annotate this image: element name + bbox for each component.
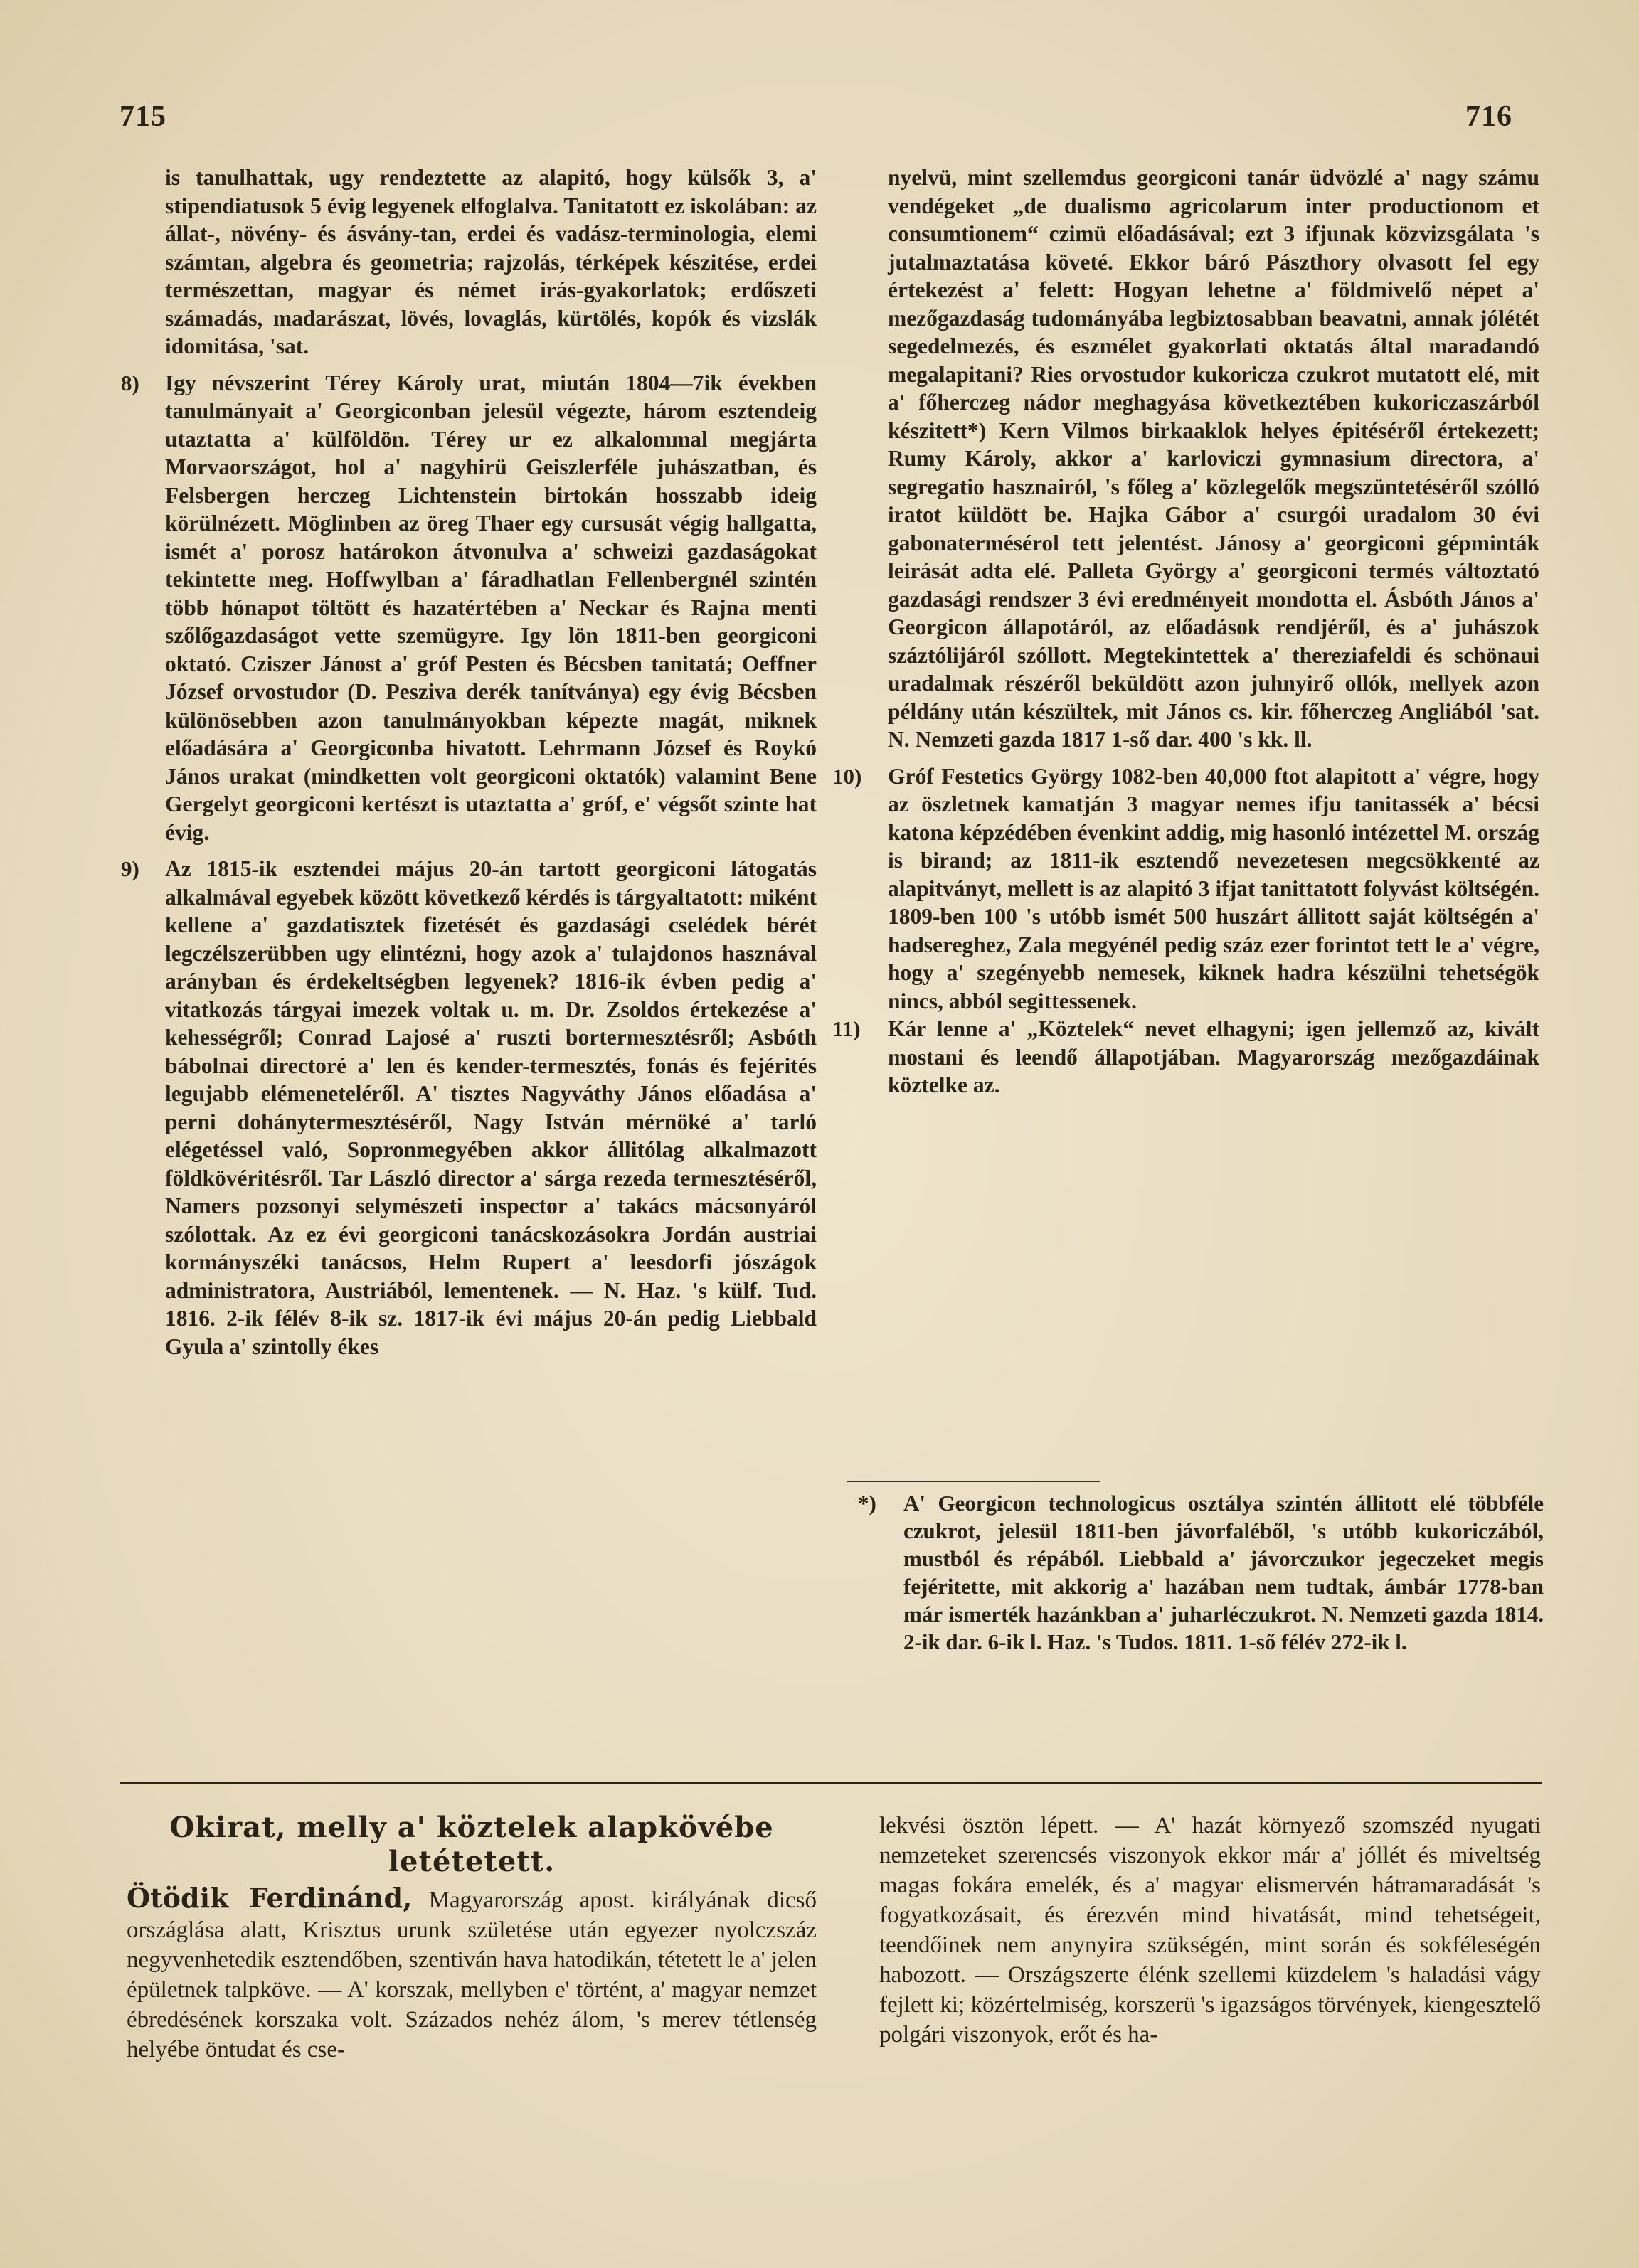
column-bottom-left <box>127 1811 817 2065</box>
column-top-left <box>121 164 817 1361</box>
footnote-8-mark: 8) <box>121 370 139 395</box>
footnote-8-text: Igy névszerint Térey Károly urat, miután 1804—7ik években tanulmányait a' Georgiconban jelesül végezte, három esztendeig utaztatta a' külföldön. Térey ur ez alkalommal megjárta Morvaországot, hol a' nagyhirü Geiszlerféle juhászatban, és Felsbergen herczeg Lichtenstein birtokán hosszabb ideig körülnézett. Möglinben az öreg Thaer egy cursusát végig hallgatta, ismét a' porosz határokon átvonulva a' schweizi gazdaságokat tekintette meg. Hoffwylban a' fáradhatlan Fellenbergnél szintén több hónapot töltött és hazatértében a' Neckar és Rajna menti szőlőgazdaságot vette szemügyre. Igy lön 1811-ben georgiconi oktató. Cziszer Jánost a' gróf Pesten és Bécsben tanitatá; Oeffner József orvostudor (D. Pesziva derék tanítványa) egy évig Bécsben különösebben azon tanulmányokban képezte magát, miknek előadására a' Georgiconba hivatott. Lehrmann József és Roykó János urakat (mindketten volt georgiconi oktatók) valamint Bene Gergelyt georgiconi kertészt is utaztatta a' gróf, e' végsőt szinte hat évig. <box>165 370 817 845</box>
article-title: Okirat, melly a' köztelek alapkövébe letétetett. <box>169 1811 774 1878</box>
column-bottom-right <box>879 1811 1541 2050</box>
article-text-left: Magyarország apost. királyának dicső országlása alatt, Krisztus urunk születése után egyezer nyolczszáz negyvenhetedik esztendőben, szentiván hava hatodikán, tétetett le a' jelen épületnek talpköve. — A' korszak, mellyben e' történt, a' magyar nemzet ébredésének korszaka volt. Százados nehéz álom, 's merev tétlenség helyébe öntudat és cse- <box>127 1888 817 2062</box>
footnote-9-text: Az 1815-ik esztendei május 20-án tartott georgiconi látogatás alkalmával egyebek között következő kérdés is tárgyaltatott: miként kellene a' gazdatisztek fizetését és gazdasági cselédek bérét legczélszerübben ugy elintézni, hogy azok a' tulajdonos hasznával arányban és érdekeltségben legyenek? 1816-ik évben pedig a' vitatkozás tárgyai imezek voltak u. m. Dr. Zsoldos értekezése a' kehességről; Conrad Lajosé a' ruszti bortermesztésről; Asbóth bábolnai directoré a' len és kender-termesztés, fonás és fejérités legujabb elémeneteléről. A' tisztes Nagyváthy János előadása a' perni dohánytermesztéséről, Nagy István mérnöké a' tarló elégetéssel való, Sopronmegyében akkor állitólag alkalmazott földkövéritésről. Tar László director a' sárga rezeda termesztéséről, Namers pozsonyi selymészeti inspector a' takács mácsonyáról szólottak. Az ez évi georgiconi tanácskozásokra Jordán austriai kormányszéki tanácsos, Helm Rupert a' leesdorfi jószágok administratora, Austriából, lementenek. — N. Haz. 's külf. Tud. 1816. 2-ik félév 8-ik sz. 1817-ik évi május 20-án pedig Liebbald Gyula a' szintolly ékes <box>165 856 817 1359</box>
footnote-9 <box>121 855 817 1361</box>
footnote-9-mark: 9) <box>121 856 139 881</box>
article-body-left <box>127 1883 817 2065</box>
footnote-star-text: A' Georgicon technologicus osztálya szintén állitott elé többféle czukrot, jelesül 1811-ben jávorfaléből, 's utóbb kukoriczából, mustból és répából. Liebbald a' jávorczukor jegeczeket megis fejéritette, mit akkorig a' hazában nem tudtak, ámbár 1778-ban már ismerték hazánkban a' juharléczukrot. N. Nemzeti gazda 1814. 2-ik dar. 6-ik l. Haz. 's Tudos. 1811. 1-ső félév 272-ik l. <box>903 1491 1544 1654</box>
section-divider <box>120 1782 1542 1784</box>
page-number-right: 716 <box>1465 100 1512 133</box>
footnote-11-text: Kár lenne a' „Köztelek“ nevet elhagyni; igen jellemző az, kivált mostani és leendő állapotjában. Magyarország mezőgazdáinak köztelke az. <box>888 1016 1539 1097</box>
footnote-8 <box>121 369 817 847</box>
column-top-right <box>832 164 1539 1100</box>
footnote-divider <box>847 1481 1100 1482</box>
footnote-10-text: Gróf Festetics György 1082-ben 40,000 ftot alapitott a' végre, hogy az öszletnek kamatján 3 magyar nemes ifju tanitassék a' bécsi katona képzédében évenkint addig, mig hasonló intézettel M. ország is birand; az 1811-ik esztendő nevezetesen megcsökkenté az alapitványt, mellett is az alapitó 3 ifjat tanittatott folyvást költségén. 1809-ben 100 's utóbb ismét 500 huszárt állitott saját költségén a' hadsereghez, Zala megyénél pedig száz ezer forintot tett le a' végre, hogy a' szegényebb nemesek, kiknek hadra készülni tehetségök nincs, abból segittessenek. <box>888 763 1539 1013</box>
footnote-10-mark: 10) <box>832 763 862 789</box>
footnote-11 <box>832 1015 1539 1100</box>
intro-paragraph: is tanulhattak, ugy rendeztette az alapitó, hogy külsők 3, a' stipendiatusok 5 évig legyenek elfoglalva. Tanitatott ez iskolában: az állat-, növény- és ásvány-tan, erdei és vadász-terminologia, elemi számtan, algebra és geometria; rajzolás, térképek készitése, erdei természettan, magyar és német irás-gyakorlatok; erdőszeti számadás, madarászat, lövés, lovaglás, kürtölés, kopók és vizslák idomitása, 'sat. <box>165 165 817 358</box>
footnote-star <box>858 1489 1544 1656</box>
footnote-10 <box>832 762 1539 1016</box>
article-lead-name: Ötödik Ferdinánd, <box>127 1882 413 1914</box>
article-text-right: lekvési ösztön lépett. — A' hazát környező szomszéd nyugati nemzeteket szerencsés viszonyok ekkor már a' jóllét és miveltség magas fokára emelék, és a' magyar elismervén hátramaradását 's fogyatkozásait, és érezvén mind hivatását, mind tehetségeit, teendőinek nem anynyira szükségén, mint során és sokféleségén habozott. — Országszerte élénk szellemi küzdelem 's haladási vágy fejlett ki; közértelmiség, korszerü 's igazságos törvények, kiengesztelő polgári viszonyok, erőt és ha- <box>879 1813 1541 2048</box>
continuation-paragraph: nyelvü, mint szellemdus georgiconi tanár üdvözlé a' nagy számu vendégeket „de dualismo agricolarum inter productionom et consumtionem“ czimü előadásával; ezt 3 ifjunak közvizsgálata 's jutalmaztatása követé. Ekkor báró Pászthory olvasott fel egy értekezést a' felett: Hogyan lehetne a' földmivelő népet a' mezőgazdaság tudományába legbiztosabban beavatni, annak jólétét segedelmezés, és eszmélet gyakorlati oktatás által maradandó megalapitani? Ries orvostudor kukoricza czukrot mutatott elé, mit a' főherczeg nádor meghagyása következtében kukoriczaszárból készitett*) Kern Vilmos birkaaklok helyes épitéséről értekezett; Rumy Károly, akkor a' karloviczi gymnasium directora, a' segregatio hasznairól, 's főleg a' közlegelők megszüntetéséről szólló iratot küldött be. Hajka Gábor a' csurgói uradalom 30 évi gabonatermésérol tett jelentést. Jánosy a' georgiconi gépminták leirását adta elé. Palleta György a' georgiconi termés változtató gazdasági rendszer 3 évi eredményeit mondotta el. Ásbóth János a' Georgicon állapotáról, az előadások rendjéről, és a' juhászok száztólijáról szóllott. Megtekintettek a' thereziafeldi és schönaui uradalmak részéről beküldött azon juhnyirő ollók, mellyek azon példány után készültek, mit János cs. kir. főherczeg Angliából 'sat. N. Nemzeti gazda 1817 1-ső dar. 400 's kk. ll. <box>888 165 1539 752</box>
footnote-11-mark: 11) <box>832 1016 861 1041</box>
page-number-left: 715 <box>120 100 166 133</box>
footnote-star-mark: *) <box>858 1491 876 1516</box>
